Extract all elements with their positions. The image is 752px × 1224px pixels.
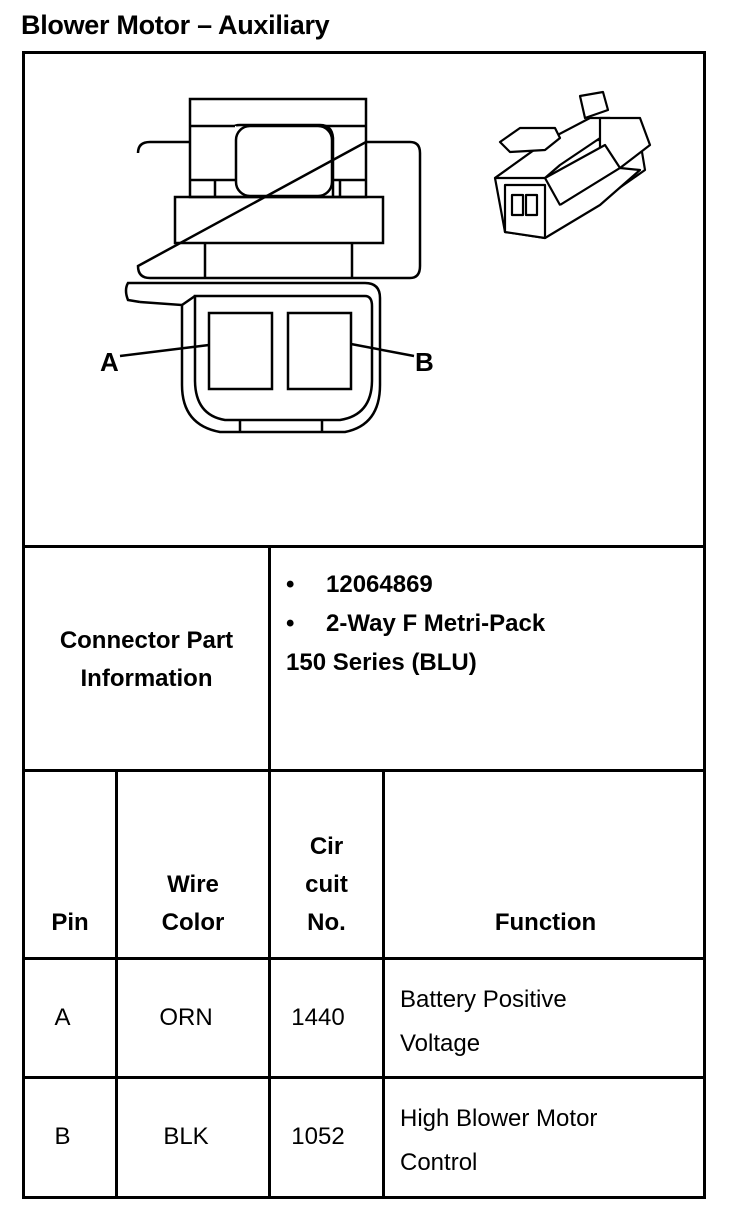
connector-type: 2-Way F Metri-Pack bbox=[326, 610, 546, 637]
row-a-function bbox=[400, 978, 567, 1066]
divider-diagram-bottom bbox=[22, 545, 706, 548]
header-circuit-line2: cuit bbox=[305, 871, 348, 898]
row-a-circuit: 1440 bbox=[291, 1004, 345, 1031]
row-a-function-line2: Voltage bbox=[400, 1030, 481, 1057]
part-number-item bbox=[286, 565, 545, 604]
header-function: Function bbox=[494, 909, 597, 936]
header-pin: Pin bbox=[51, 909, 89, 936]
connector-diagram bbox=[25, 54, 703, 544]
divider-header-bottom bbox=[22, 957, 706, 960]
pin-b-label: B bbox=[415, 347, 434, 377]
divider-info-bottom bbox=[22, 769, 706, 772]
page-title: Blower Motor – Auxiliary bbox=[21, 10, 330, 40]
header-circuit-line3: No. bbox=[307, 909, 346, 936]
pin-a-label: A bbox=[100, 347, 119, 377]
row-b-wire-color: BLK bbox=[163, 1123, 209, 1150]
header-wire-line1: Wire bbox=[167, 871, 219, 898]
header-wire-line2: Color bbox=[161, 909, 225, 936]
bullet-icon: • bbox=[286, 610, 295, 637]
header-circuit-line1: Cir bbox=[309, 833, 344, 860]
row-b-function-line1: High Blower Motor bbox=[400, 1105, 598, 1132]
row-b-circuit: 1052 bbox=[291, 1123, 345, 1150]
header-circuit-number bbox=[271, 828, 382, 942]
row-b-function bbox=[400, 1097, 597, 1185]
row-b-pin: B bbox=[54, 1123, 71, 1150]
connector-info-label bbox=[25, 622, 268, 698]
divider-circuit-column bbox=[382, 769, 385, 1199]
connector-info-label-line1: Connector Part bbox=[59, 627, 234, 654]
divider-row-b-bottom bbox=[22, 1196, 706, 1199]
row-b-function-line2: Control bbox=[400, 1149, 478, 1176]
header-wire-color bbox=[118, 866, 268, 942]
part-number: 12064869 bbox=[326, 571, 433, 598]
bullet-icon: • bbox=[286, 571, 295, 598]
connector-info-label-line2: Information bbox=[80, 665, 213, 692]
row-a-pin: A bbox=[54, 1004, 71, 1031]
connector-series: 150 Series (BLU) bbox=[286, 649, 477, 676]
divider-row-a-bottom bbox=[22, 1076, 706, 1079]
connector-type-item bbox=[286, 604, 545, 643]
connector-info-values bbox=[286, 565, 545, 682]
row-a-wire-color: ORN bbox=[159, 1004, 213, 1031]
row-a-function-line1: Battery Positive bbox=[400, 986, 567, 1013]
